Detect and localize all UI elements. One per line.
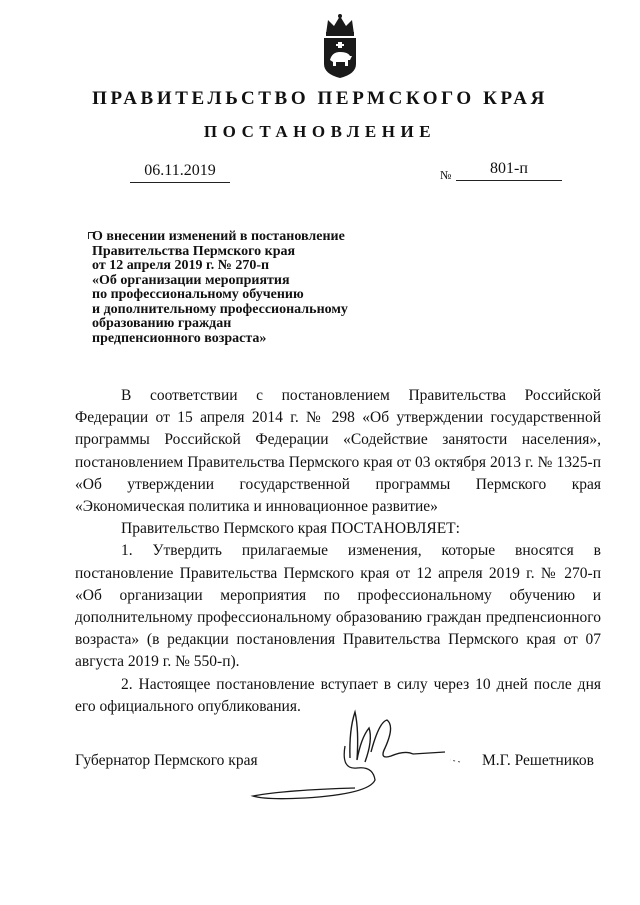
coat-of-arms-icon [318,12,362,80]
document-date: 06.11.2019 [130,162,230,183]
signatory-title: Губернатор Пермского края [75,752,258,769]
government-title: ПРАВИТЕЛЬСТВО ПЕРМСКОГО КРАЯ [92,88,548,109]
preamble-paragraph: В соответствии с постановлением Правительства Российской Федерации от 15 апреля 2014 г. № 298 «Об утверждении государственной программы Российской Федерации «Содействие занятости населения», постановлением Правительства Пермского края от 03 октября 2013 г. № 1325-п «Об утверждении государственной программы Пермского края «Экономическая политика и инновационное развитие» [75,387,601,516]
item-1-paragraph: 1. Утвердить прилагаемые изменения, которые вносятся в постановление Правительства Пермского края от 12 апреля 2019 г. № 270-п «Об организации мероприятия по профессиональному обучению и дополнительному профессиональному образованию граждан предпенсионного возраста» (в редакции постановления Правительства Пермского края от 07 августа 2019 г. № 550-п). [75,542,601,671]
signatory-name: М.Г. Решетников [482,752,594,769]
handwritten-signature [245,700,465,810]
subject-line: и дополнительному профессиональному [92,301,348,317]
document-type: ПОСТАНОВЛЕНИЕ [203,122,437,141]
item-2-paragraph: 2. Настоящее постановление вступает в силу через 10 дней после дня его официального опубликования. [75,675,601,715]
subject-line: по профессиональному обучению [92,287,304,302]
document-number: 801-п [456,160,562,181]
subject-line: от 12 апреля 2019 г. № 270-п [92,258,270,273]
decree-paragraph: Правительство Пермского края ПОСТАНОВЛЯЕТ: [121,520,460,538]
document-subject [92,230,392,346]
document-body [75,385,601,718]
subject-line: предпенсионного возраста» [92,330,267,346]
subject-line: Правительства Пермского края [92,243,296,259]
subject-line: образованию граждан [92,316,232,331]
subject-line: «Об организации мероприятия [92,272,290,288]
number-sign: № [440,168,452,182]
subject-line: О внесении изменений в постановление [92,229,345,244]
